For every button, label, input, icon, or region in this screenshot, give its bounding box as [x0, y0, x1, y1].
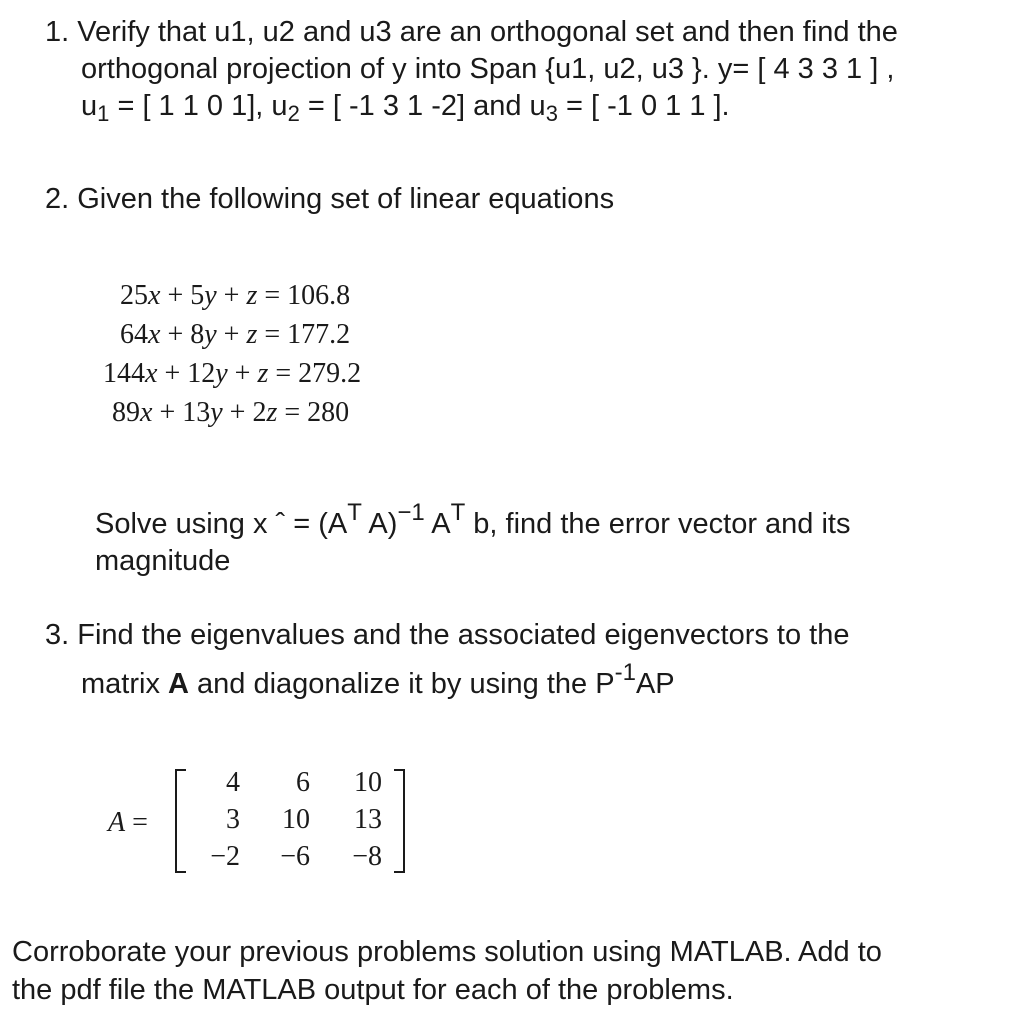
matrix-cell: −8	[352, 841, 382, 872]
u2-label: u	[271, 90, 288, 122]
problem-1-line-2: orthogonal projection of y into Span {u1, u2, u3 }. y= [ 4 3 3 1 ] ,	[81, 53, 895, 85]
matrix-a-bold: A	[168, 668, 189, 700]
u2-value: = [ -1 3 1 -2] and	[299, 90, 530, 122]
u1-label: u	[81, 90, 98, 122]
solve-instruction-line-1: Solve using x ˆ = ($A^T$ A)$^{-1}$ $A^T$ b, find the error vector and its	[95, 499, 851, 540]
matrix-cell: −6	[280, 841, 310, 872]
problem-2-intro: 2. Given the following set of linear equations	[45, 183, 615, 215]
u1-value: = [ 1 1 0 1],	[109, 90, 272, 122]
equation-1: 25x + 5y + z = 106.8	[120, 280, 351, 311]
matrix-cell: −2	[210, 841, 240, 872]
u3-label: u	[529, 90, 546, 122]
matrix-cell: 3	[226, 804, 240, 835]
u1-subscript: 1	[97, 101, 110, 126]
u2-subscript: 2	[287, 101, 300, 126]
inverse-sup: −1	[397, 499, 425, 526]
problem-3-line-2: matrix A and diagonalize it by using the $P^{-1}AP$	[81, 659, 675, 700]
left-bracket	[175, 769, 186, 873]
equation-4: 89x + 13y + 2z = 280	[112, 397, 350, 428]
equation-3: 144x + 12y + z = 279.2	[103, 358, 362, 389]
problem-3-line-1: 3. Find the eigenvalues and the associated eigenvectors to the	[45, 619, 850, 651]
problem-1-line-3	[81, 88, 730, 124]
matrix-label: A =	[108, 807, 148, 838]
matrix-cell: 4	[226, 767, 240, 798]
u3-subscript: 3	[545, 101, 558, 126]
matrix-cell: 6	[296, 767, 310, 798]
matrix-a	[108, 765, 408, 875]
transpose-sup-2: T	[450, 499, 466, 526]
footer-line-2: the pdf file the MATLAB output for each of the problems.	[12, 974, 734, 1006]
p-inverse-sup: -1	[614, 659, 636, 686]
footer-line-1: Corroborate your previous problems solution using MATLAB. Add to	[12, 936, 882, 968]
matrix-cell: 10	[354, 767, 382, 798]
right-bracket	[394, 769, 405, 873]
problem-1-line-1: 1. Verify that u1, u2 and u3 are an orthogonal set and then find the	[45, 16, 898, 48]
u3-value: = [ -1 0 1 1 ].	[557, 90, 730, 122]
equation-2: 64x + 8y + z = 177.2	[120, 319, 351, 350]
matrix-cell: 13	[354, 804, 382, 835]
matrix-cell: 10	[282, 804, 310, 835]
transpose-sup-1: T	[347, 499, 362, 526]
solve-instruction-line-2: magnitude	[95, 545, 231, 577]
